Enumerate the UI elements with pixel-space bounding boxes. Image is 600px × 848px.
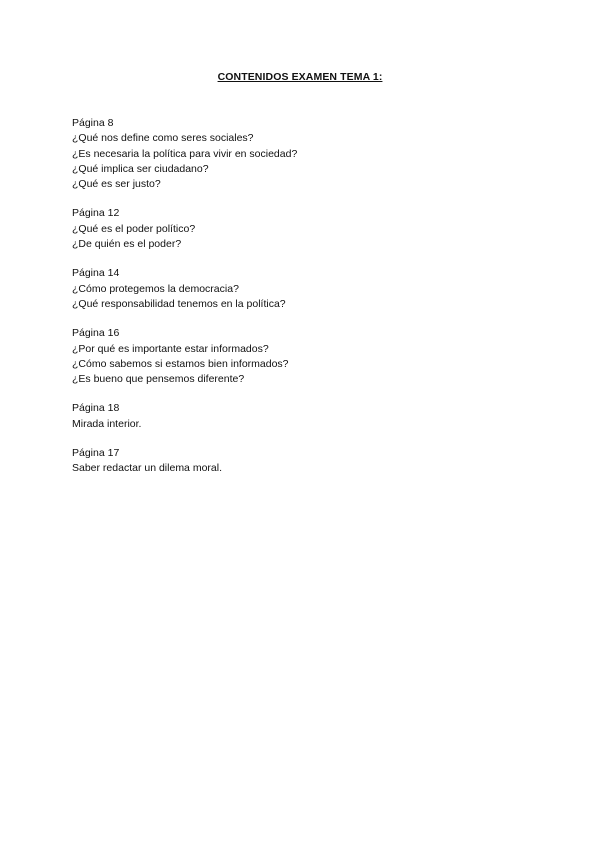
question-item: ¿De quién es el poder? bbox=[72, 238, 182, 251]
section-pagina-17 bbox=[72, 446, 552, 477]
question-item: ¿Qué implica ser ciudadano? bbox=[72, 162, 209, 175]
section-heading: Página 14 bbox=[72, 267, 120, 280]
section-pagina-8 bbox=[72, 116, 552, 192]
question-item: ¿Qué es el poder político? bbox=[72, 222, 196, 235]
question-item: ¿Es necesaria la política para vivir en sociedad? bbox=[72, 147, 298, 160]
section-heading: Página 18 bbox=[72, 402, 120, 415]
section-heading: Página 17 bbox=[72, 447, 120, 460]
section-pagina-12 bbox=[72, 206, 552, 252]
question-item: ¿Qué responsabilidad tenemos en la política? bbox=[72, 297, 286, 310]
section-heading: Página 12 bbox=[72, 207, 120, 220]
page-title: CONTENIDOS EXAMEN TEMA 1: bbox=[217, 71, 383, 83]
question-item: ¿Cómo sabemos si estamos bien informados? bbox=[72, 357, 289, 370]
question-item: ¿Qué es ser justo? bbox=[72, 178, 161, 191]
section-pagina-18 bbox=[72, 401, 552, 432]
content-item: Saber redactar un dilema moral. bbox=[72, 462, 222, 475]
question-item: ¿Qué nos define como seres sociales? bbox=[72, 132, 254, 145]
section-pagina-16 bbox=[72, 326, 552, 387]
question-item: ¿Por qué es importante estar informados? bbox=[72, 342, 269, 355]
content-item: Mirada interior. bbox=[72, 417, 142, 430]
question-item: ¿Cómo protegemos la democracia? bbox=[72, 282, 239, 295]
section-heading: Página 8 bbox=[72, 117, 114, 129]
document-body bbox=[72, 116, 552, 491]
section-pagina-14 bbox=[72, 266, 552, 312]
section-heading: Página 16 bbox=[72, 327, 120, 340]
question-item: ¿Es bueno que pensemos diferente? bbox=[72, 373, 245, 386]
